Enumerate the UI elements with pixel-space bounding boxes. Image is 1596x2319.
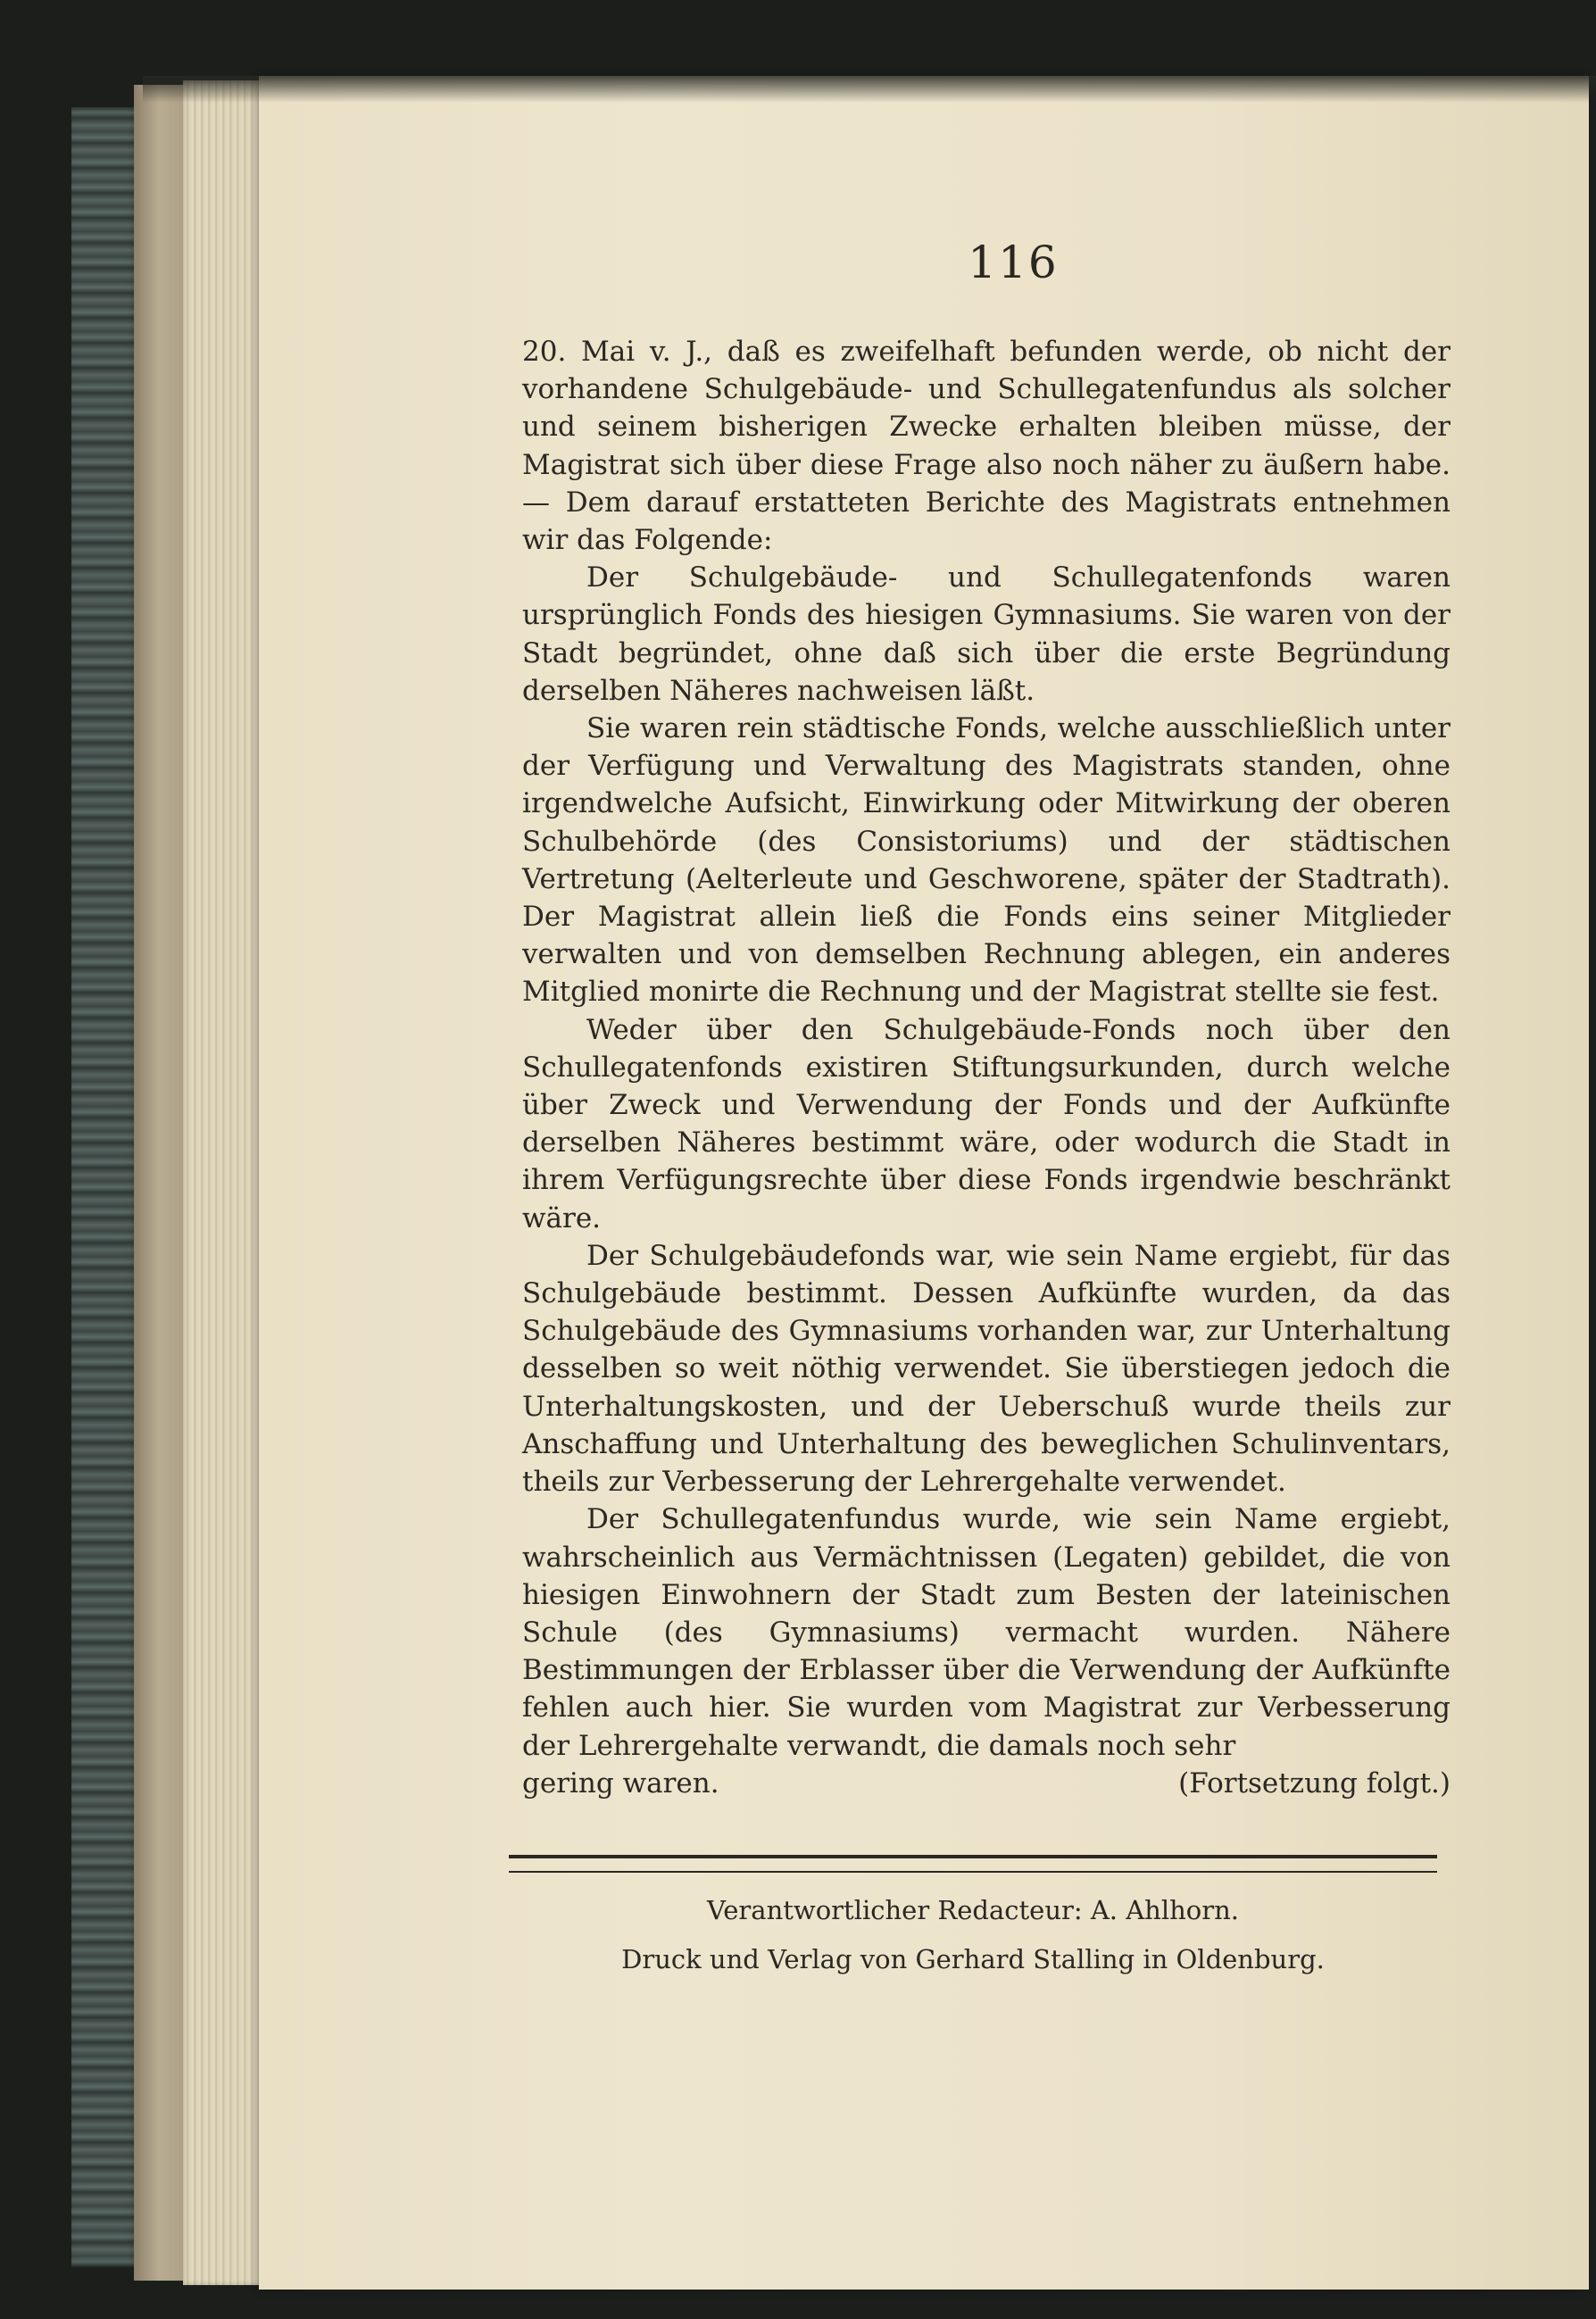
paragraph-5: Der Schulgebäudefonds war, wie sein Name ergiebt, für das Schulgebäude bestimmt. Dessen Aufkünfte wurden, da das Schulgebäude des Gymnasiums vorhanden war, zur Unterhaltung desselben so weit nöthig verwendet. Sie überstiegen jedoch die Unterhaltungskosten, und der Ueberschuß wurde theils zur Anschaffung und Unterhaltung des beweglichen Schulinventars, theils zur Verbesserung der Lehrergehalte verwendet.	[522, 1239, 1451, 1499]
editor-credit: Verantwortlicher Redacteur: A. Ahlhorn.	[706, 1895, 1240, 1925]
continuation-note: (Fortsetzung folgt.)	[1178, 1766, 1451, 1800]
paragraph-3: Sie waren rein städtische Fonds, welche ausschließlich unter der Verfügung und Verwaltung des Magistrats standen, ohne irgendwelche Aufsicht, Einwirkung oder Mitwirkung der oberen Schulbehörde (des Consistoriums) und der städtischen Vertretung (Aelterleute und Geschworene, später der Stadtrath). Der Magistrat allein ließ die Fonds eins seiner Mitglieder verwalten und von demselben Rechnung ablegen, ein anderes Mitglied monirte die Rechnung und der Magistrat stellte sie fest.	[522, 712, 1451, 1009]
body-text	[522, 333, 1451, 1802]
printer-credit: Druck und Verlag von Gerhard Stalling in Oldenburg.	[621, 1944, 1325, 1974]
paragraph-6: Der Schullegatenfundus wurde, wie sein Name ergiebt, wahrscheinlich aus Vermächtnissen (Legaten) gebildet, die von hiesigen Einwohnern der Stadt zum Besten der lateinischen Schule (des Gymnasiums) vermacht wurden. Nähere Bestimmungen der Erblasser über die Verwendung der Aufkünfte fehlen auch hier. Sie wurden vom Magistrat zur Verbesserung der Lehrergehalte verwandt, die damals noch sehr	[522, 1503, 1451, 1762]
paragraph-2: Der Schulgebäude- und Schullegatenfonds waren ursprünglich Fonds des hiesigen Gymnasiums. Sie waren von der Stadt begründet, ohne daß sich über die erste Begründung derselben Näheres nachweisen läßt.	[522, 561, 1451, 707]
closing-line	[522, 1765, 1451, 1802]
page-stack-edges	[183, 80, 268, 2285]
paragraph-4: Weder über den Schulgebäude-Fonds noch über den Schullegatenfonds existiren Stiftungsurkunden, durch welche über Zweck und Verwendung der Fonds und der Aufkünfte derselben Näheres bestimmt wäre, oder wodurch die Stadt in ihrem Verfügungsrechte über diese Fonds irgendwie beschränkt wäre.	[522, 1013, 1451, 1234]
page-number: 116	[968, 237, 1059, 288]
double-rule-divider	[509, 1855, 1437, 1873]
paragraph-1: 20. Mai v. J., daß es zweifelhaft befunden werde, ob nicht der vorhandene Schulgebäude- und Schullegatenfundus als solcher und seinem bisherigen Zwecke erhalten bleiben müsse, der Magistrat sich über diese Frage also noch näher zu äußern habe. — Dem darauf erstatteten Berichte des Magistrats entnehmen wir das Folgende:	[522, 336, 1451, 557]
book-spine	[71, 107, 143, 2267]
top-shadow	[143, 76, 1596, 103]
closing-text: gering waren.	[522, 1766, 719, 1800]
